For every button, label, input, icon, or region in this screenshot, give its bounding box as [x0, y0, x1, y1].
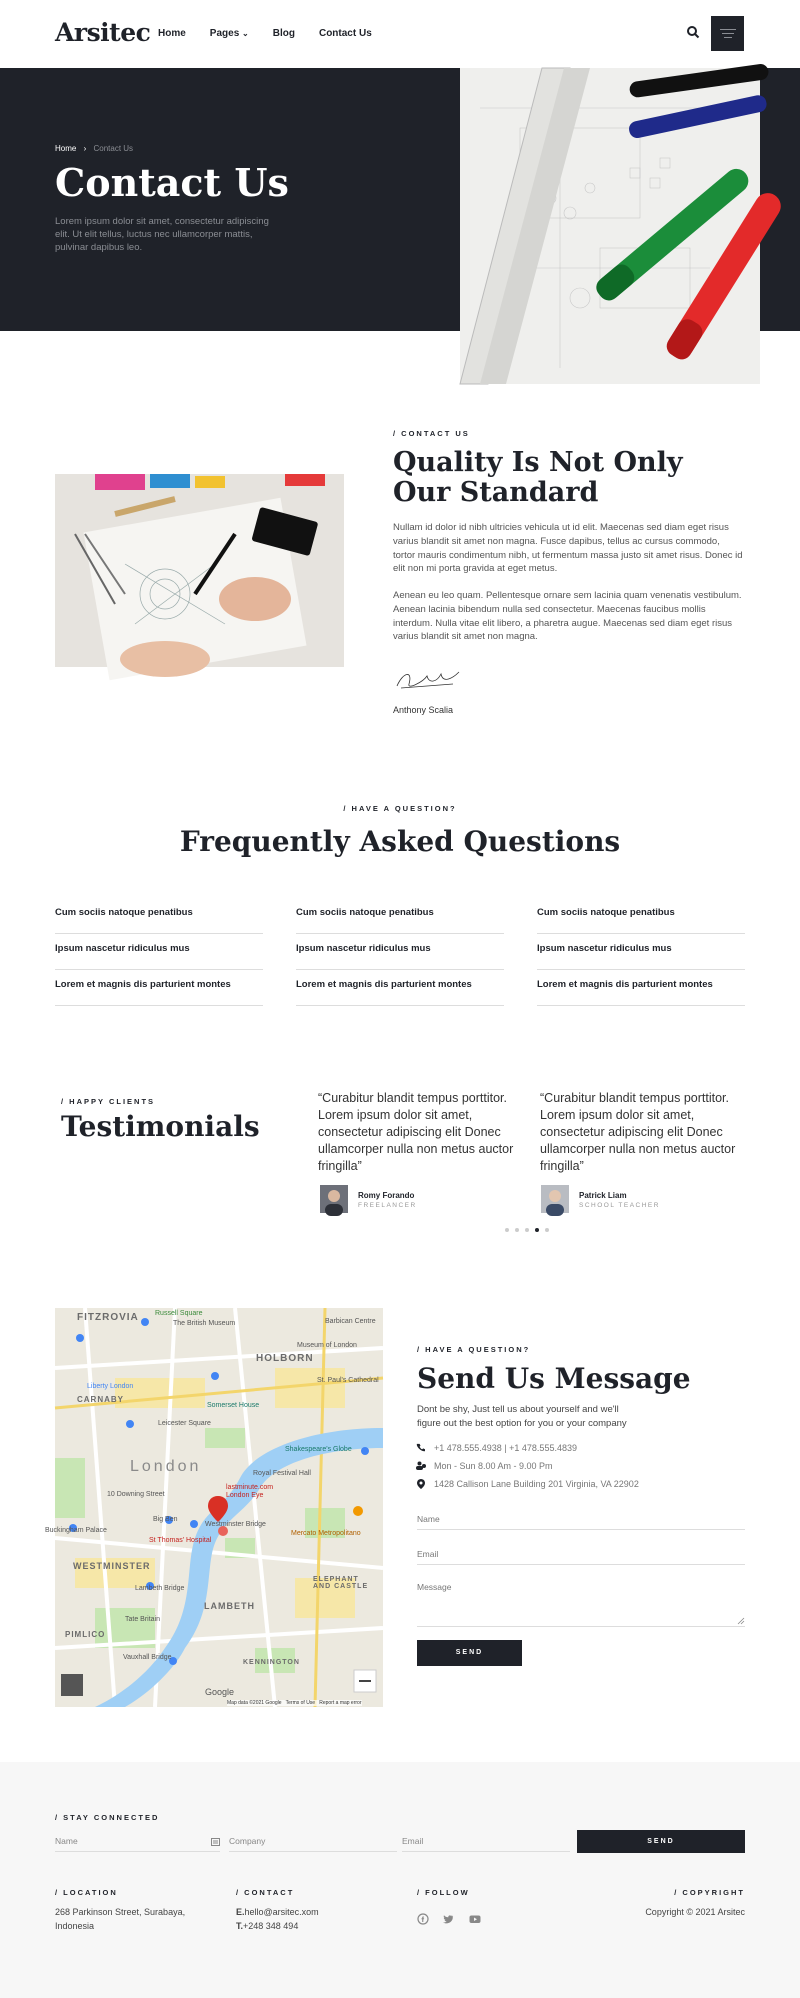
breadcrumb-home[interactable]: Home	[55, 144, 77, 153]
map-label: FITZROVIA	[77, 1312, 139, 1323]
map-label: CARNABY	[77, 1395, 124, 1404]
nav-pages[interactable]	[210, 28, 249, 39]
faq-item[interactable]: Lorem et magnis dis parturient montes	[537, 970, 745, 1006]
contact-phone: +1 478.555.4938 | +1 478.555.4839	[434, 1443, 577, 1453]
about-title: Quality Is Not Only Our Standard	[393, 447, 683, 508]
footer-copyright-head: / COPYRIGHT	[674, 1888, 745, 1897]
faq-item[interactable]: Cum sociis natoque penatibus	[55, 898, 263, 934]
page-title: Contact Us	[55, 160, 289, 205]
footer-email-line	[236, 1906, 319, 1920]
menu-line	[720, 29, 736, 30]
hero-image	[460, 68, 760, 384]
map-label: Leicester Square	[158, 1420, 211, 1427]
faq-item[interactable]: Cum sociis natoque penatibus	[537, 898, 745, 934]
faq-item[interactable]: Ipsum nascetur ridiculus mus	[537, 934, 745, 970]
testimonial-role: FREELANCER	[358, 1202, 417, 1209]
faq-column	[55, 898, 263, 1006]
contact-name-input[interactable]: Name	[417, 1514, 745, 1530]
contact-send-button[interactable]: SEND	[417, 1640, 522, 1666]
footer-stay-kicker: / STAY CONNECTED	[55, 1813, 160, 1822]
testimonial-name: Romy Forando	[358, 1191, 415, 1200]
blueprint-markers-illustration	[460, 68, 760, 384]
map-label: St. Paul's Cathedral	[317, 1377, 379, 1384]
map-label: WESTMINSTER	[73, 1561, 151, 1571]
map-label: Liberty London	[87, 1383, 134, 1390]
phone-icon	[416, 1443, 425, 1452]
map-label: Google	[205, 1687, 235, 1697]
youtube-icon[interactable]	[469, 1913, 481, 1925]
avatar	[320, 1185, 348, 1213]
map-label: Big Ben	[153, 1516, 178, 1523]
chevron-right-icon: ›	[83, 144, 87, 153]
menu-line	[722, 33, 734, 34]
footer-contact-head: / CONTACT	[236, 1888, 295, 1897]
carousel-dot[interactable]	[505, 1228, 509, 1232]
search-icon[interactable]	[686, 25, 700, 39]
faq-item[interactable]: Cum sociis natoque penatibus	[296, 898, 504, 934]
map-label: The British Museum	[173, 1320, 236, 1327]
map-label: St Thomas' Hospital	[149, 1537, 212, 1544]
map-canvas[interactable]	[55, 1308, 383, 1707]
testimonials-kicker: / HAPPY CLIENTS	[61, 1097, 156, 1106]
menu-button[interactable]	[711, 16, 744, 51]
about-image	[55, 474, 344, 667]
footer	[0, 1762, 800, 1998]
testimonial-name: Patrick Liam	[579, 1191, 627, 1200]
testimonials-title: Testimonials	[61, 1110, 260, 1143]
map-label: London	[130, 1458, 202, 1475]
faq-column	[537, 898, 745, 1006]
about-paragraph-2: Aenean eu leo quam. Pellentesque ornare sem lacinia quam venenatis vestibulum. Aenean lacinia bibendum nulla sed consectetur. Maecenas faucibus mollis interdum. Nulla vitae elit libero, a pharetra augue. Maecenas sed diam eget risus varius blandit sit amet non magna.	[393, 590, 742, 643]
avatar	[541, 1185, 569, 1213]
site-header	[0, 0, 800, 68]
faq-title: Frequently Asked Questions	[179, 825, 621, 858]
map-label: Mercato Metropolitano	[291, 1530, 361, 1537]
email-label: E.	[236, 1907, 245, 1917]
footer-email-input[interactable]: Email	[402, 1836, 570, 1852]
footer-follow-head: / FOLLOW	[417, 1888, 470, 1897]
twitter-icon[interactable]	[442, 1913, 454, 1925]
footer-location-text: 268 Parkinson Street, Surabaya, Indonesia	[55, 1907, 186, 1931]
footer-company-input[interactable]: Company	[229, 1836, 397, 1852]
contact-address: 1428 Callison Lane Building 201 Virginia, VA 22902	[434, 1479, 639, 1489]
map-label: Shakespeare's Globe	[285, 1446, 352, 1453]
map-label: Royal Festival Hall	[253, 1470, 311, 1477]
faq-item[interactable]: Ipsum nascetur ridiculus mus	[296, 934, 504, 970]
footer-name-input[interactable]: Name	[55, 1836, 220, 1852]
signature-image	[393, 664, 463, 694]
nav-home[interactable]: Home	[158, 28, 186, 39]
footer-phone[interactable]: +248 348 494	[243, 1921, 299, 1931]
contact-kicker: / HAVE A QUESTION?	[417, 1345, 531, 1354]
footer-send-button[interactable]: SEND	[577, 1830, 745, 1853]
faq-kicker: / HAVE A QUESTION?	[343, 804, 457, 813]
id-card-icon	[211, 1838, 220, 1846]
nav-pages-label: Pages	[209, 28, 240, 39]
map-attribution[interactable]: Map data ©2021 Google Terms of Use Report a map error	[227, 1700, 362, 1706]
clock-users-icon	[416, 1461, 426, 1470]
carousel-dot[interactable]	[545, 1228, 549, 1232]
contact-description: Dont be shy, Just tell us about yourself and we'll figure out the best option for you or your company	[417, 1404, 627, 1429]
testimonial-role: SCHOOL TEACHER	[579, 1202, 660, 1209]
contact-message-textarea[interactable]: Message	[417, 1582, 745, 1627]
map-label: Tate Britain	[125, 1616, 161, 1623]
carousel-dot[interactable]	[515, 1228, 519, 1232]
map-label: Museum of London	[297, 1342, 357, 1349]
about-paragraph-1: Nullam id dolor id nibh ultricies vehicula ut id elit. Maecenas sed diam eget risus varius blandit sit amet non magna. Fusce dapibus, tellus ac cursus commodo, tortor mauris condimentum nibh, ut fermentum massa justo sit amet risus. Donec id elit non mi porta gravida at eget metus.	[393, 522, 743, 575]
contact-email-input[interactable]: Email	[417, 1549, 745, 1565]
map-label: Westminster Bridge	[205, 1521, 266, 1528]
map-label: Vauxhall Bridge	[123, 1654, 172, 1661]
map-label: PIMLICO	[65, 1630, 106, 1639]
faq-item[interactable]: Ipsum nascetur ridiculus mus	[55, 934, 263, 970]
carousel-dot-active[interactable]	[535, 1228, 539, 1232]
breadcrumb	[55, 144, 133, 153]
logo[interactable]: Arsitec	[55, 18, 151, 47]
map-label: KENNINGTON	[243, 1659, 300, 1666]
faq-item[interactable]: Lorem et magnis dis parturient montes	[55, 970, 263, 1006]
hero-description: Lorem ipsum dolor sit amet, consectetur adipiscing elit. Ut elit tellus, luctus nec ullamcorper mattis, pulvinar dapibus leo.	[55, 216, 269, 253]
map-label: HOLBORN	[256, 1353, 314, 1364]
testimonial-quote: “Curabitur blandit tempus porttitor. Lorem ipsum dolor sit amet, consectetur adipiscing elit Donec ullamcorper nulla non metus auctor fringilla”	[540, 1091, 736, 1173]
map-label: Lambeth Bridge	[135, 1585, 185, 1592]
map-label: LAMBETH	[204, 1601, 255, 1611]
map-label: 10 Downing Street	[107, 1491, 165, 1498]
faq-column	[296, 898, 504, 1006]
chevron-down-icon: ⌄	[242, 29, 249, 38]
resize-handle-icon[interactable]	[738, 1618, 744, 1624]
footer-location-head: / LOCATION	[55, 1888, 118, 1897]
location-pin-icon	[417, 1479, 425, 1489]
nav-contact[interactable]: Contact Us	[318, 28, 372, 39]
testimonial-quote: “Curabitur blandit tempus porttitor. Lorem ipsum dolor sit amet, consectetur adipiscing elit Donec ullamcorper nulla non metus auctor fringilla”	[318, 1091, 514, 1173]
map-label: Buckingham Palace	[45, 1527, 107, 1534]
main-nav	[158, 28, 372, 39]
map-label: lastminute.com London Eye	[226, 1484, 274, 1499]
map-label: Barbican Centre	[325, 1318, 376, 1325]
menu-line	[724, 37, 732, 38]
footer-phone-line	[236, 1920, 298, 1934]
faq-item[interactable]: Lorem et magnis dis parturient montes	[296, 970, 504, 1006]
footer-email[interactable]: hello@arsitec.xom	[244, 1907, 319, 1917]
map-label: Somerset House	[207, 1402, 260, 1409]
carousel-dot[interactable]	[525, 1228, 529, 1232]
sketching-hands-illustration	[55, 474, 344, 667]
contact-title: Send Us Message	[417, 1362, 691, 1395]
map-label: ELEPHANT AND CASTLE	[313, 1576, 369, 1590]
signer-name: Anthony Scalia	[393, 705, 454, 715]
breadcrumb-current: Contact Us	[93, 144, 134, 153]
nav-blog[interactable]: Blog	[272, 28, 295, 39]
map[interactable]	[45, 1308, 383, 1707]
map-label: Russell Square	[155, 1310, 203, 1317]
facebook-icon[interactable]	[417, 1913, 429, 1925]
footer-copyright-text: Copyright © 2021 Arsitec	[645, 1907, 745, 1917]
contact-hours: Mon - Sun 8.00 Am - 9.00 Pm	[434, 1461, 553, 1471]
phone-label: T.	[236, 1921, 244, 1931]
about-kicker: / CONTACT US	[393, 429, 470, 438]
